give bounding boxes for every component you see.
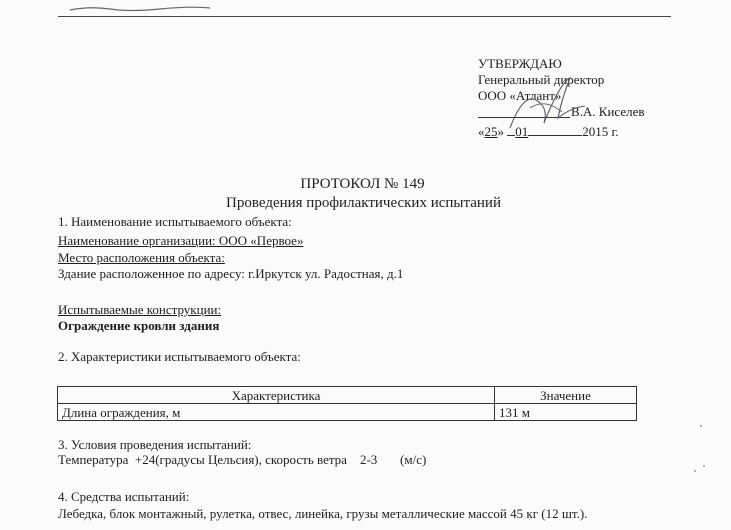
scan-speck bbox=[700, 425, 702, 427]
section3-heading: 3. Условия проведения испытаний: bbox=[58, 437, 252, 452]
test-tools: Лебедка, блок монтажный, рулетка, отвес, линейка, грузы металлические массой 45 кг (12 шт.). bbox=[58, 506, 588, 521]
protocol-subtitle: Проведения профилактических испытаний bbox=[226, 195, 501, 211]
construction-name: Ограждение кровли здания bbox=[58, 318, 220, 333]
test-conditions: Температура +24(градусы Цельсия), скорость ветра 2-3 (м/с) bbox=[58, 452, 427, 467]
table-header-characteristic: Характеристика bbox=[58, 387, 495, 404]
header-rule bbox=[58, 16, 671, 17]
approval-company: ООО «Атлант» bbox=[478, 88, 562, 103]
section1-heading: 1. Наименование испытываемого объекта: bbox=[58, 214, 292, 229]
table-row bbox=[58, 404, 637, 421]
header-scan-artifact bbox=[70, 6, 270, 12]
location-label: Место расположения объекта: bbox=[58, 250, 225, 265]
section4-heading: 4. Средства испытаний: bbox=[58, 489, 190, 504]
scan-speck bbox=[694, 470, 696, 472]
table-header-row bbox=[58, 387, 637, 404]
approval-position: Генеральный директор bbox=[478, 72, 605, 87]
object-address: Здание расположенное по адресу: г.Иркутск ул. Радостная, д.1 bbox=[58, 266, 404, 281]
approval-signer: В.А. Киселев bbox=[571, 104, 645, 119]
scan-speck bbox=[703, 465, 705, 467]
handwritten-signature bbox=[500, 68, 590, 138]
table-header-value: Значение bbox=[495, 387, 637, 404]
approval-title: УТВЕРЖДАЮ bbox=[478, 56, 562, 71]
organization-name: Наименование организации: ООО «Первое» bbox=[58, 233, 304, 248]
table-cell-value: 131 м bbox=[495, 404, 637, 421]
approval-date: «25» 01 2015 г. bbox=[478, 124, 619, 139]
date-month: 01 bbox=[515, 124, 529, 139]
characteristics-table bbox=[57, 386, 637, 421]
table-cell-characteristic: Длина ограждения, м bbox=[58, 404, 495, 421]
date-year: 2015 г. bbox=[582, 124, 619, 139]
date-day: 25 bbox=[484, 124, 498, 139]
constructions-label: Испытываемые конструкции: bbox=[58, 302, 222, 317]
protocol-number: ПРОТОКОЛ № 149 bbox=[300, 176, 425, 192]
section2-heading: 2. Характеристики испытываемого объекта: bbox=[58, 349, 301, 364]
